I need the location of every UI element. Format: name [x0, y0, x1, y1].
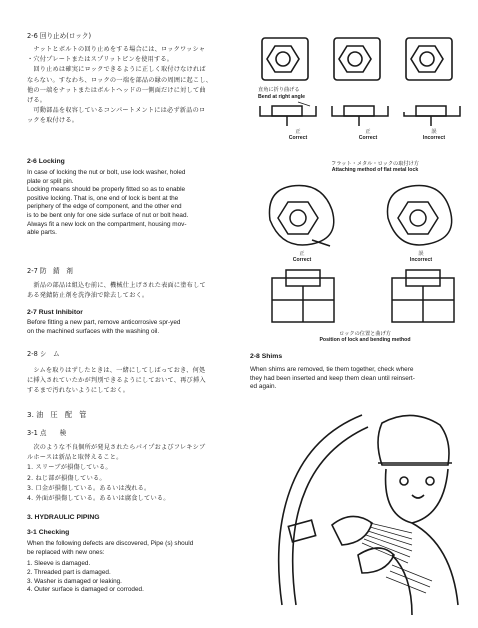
heading-3-jp: 3. 油 圧 配 管 [27, 410, 87, 419]
text-2-6-en: In case of locking the nut or bolt, use lock washer, holed plate or split pin. Locking means should be properly fitted so as to enable positive locking. That is, one end of lock is bent at the periphery of the edge of component, and the other end is to be bent only for one side surface of nut or bolt head. Always fit a new lock on the compartment, housing mov- able parts. [27, 169, 189, 237]
bend-label-jp: 直角に折り曲げる [258, 87, 300, 93]
fig2-title: フラット・メタル・ロックの取付け方 Attaching method of flat metal lock [331, 161, 419, 173]
text-2-7-jp: 新品の部品は組込む前に、機械仕上げされた表面に塗布して ある発錆防止剤を洗浄油で除去しておく。 [27, 282, 206, 300]
section-2-6-en [27, 158, 242, 238]
text-2-7-en: Before fitting a new part, remove anticorrosive spr-yed on the machined surfaces with the washing oil. [27, 319, 181, 335]
fig3-label-incorrect: 誤 Incorrect [409, 251, 433, 263]
heading-2-7-en: 2-7 Rust Inhibitor [27, 309, 83, 317]
section-2-8-jp [27, 348, 242, 397]
subheading-3-1-jp: 3-1 点 検 [27, 429, 67, 437]
heading-2-6-jp: 2-6 回り止め(ロック) [27, 32, 92, 40]
figure-lock-position [266, 270, 466, 330]
text-2-6-jp: ナットとボルトの回り止めをする場合には、ロックワッシャ ・穴付プレートまたはスプリットピンを使用する。 回り止めは確実にロックできるように正しく取付けなければ ならない。すなわち、ロックの一端を部品の縁の周囲に起こし、 他の一端をナットまたはボルトヘッドの一側面だけに対して曲 げる。 可動部品を収容しているコンパートメントには必ず新品のロ ックを取付ける。 [27, 46, 213, 125]
figure-lock-washer-top-views [258, 32, 468, 90]
heading-2-6-en: 2-6 Locking [27, 158, 65, 165]
figure-flat-metal-lock [262, 180, 468, 250]
text-2-8-en: When shims are removed, tie them together, check where they had been inserted and keep them clean until reinsert- ed again. [250, 366, 415, 391]
text-3-1-jp: 次のような不良個所が発見されたらパイプおよびフレキシブ ルホースは新品と取替えること。 1. スリーブが損傷している。 2. ねじ部が損傷している。 3. 口金が損傷している。あるいは洩れる。 4. 外面が損傷している。あるいは腐食している。 [27, 444, 206, 503]
fig3-label-correct: 正 Correct [292, 251, 312, 263]
bend-label-en: Bend at right angle [258, 94, 305, 100]
heading-2-8-jp: 2-8 シ ム [27, 350, 60, 358]
fig1-label-1: 正 Correct [288, 129, 308, 141]
section-3 [27, 410, 242, 595]
section-2-7 [27, 265, 242, 337]
section-2-8-en [250, 353, 460, 392]
subheading-3-1-en: 3-1 Checking [27, 529, 70, 537]
fig1-label-3: 誤 Incorrect [422, 129, 446, 141]
heading-2-7-jp: 2-7 防 錆 剤 [27, 267, 73, 275]
fig1-label-2: 正 Correct [358, 129, 378, 141]
heading-2-8-en: 2-8 Shims [250, 353, 283, 360]
text-2-8-jp: シムを取りはずしたときは、一緒にしてしばっておき、何処 に挿入されていたかが判別できるようにしておいて、再び挿入 するまで汚れないようにしておく。 [27, 367, 206, 395]
text-3-1-en: When the following defects are discovered, Pipe (s) should be replaced with new ones: 1. Sleeve is damaged. 2. Threaded part is damaged. 3. Washer is damaged or leaking. 4. Outer surface is damaged or corroded. [27, 540, 194, 594]
illustration-worker-with-hose [262, 405, 468, 620]
fig3-title: ロックの位置と曲げ方 Position of lock and bending method [319, 331, 411, 343]
section-2-6 [27, 30, 242, 127]
heading-3-en: 3. HYDRAULIC PIPING [27, 514, 100, 522]
